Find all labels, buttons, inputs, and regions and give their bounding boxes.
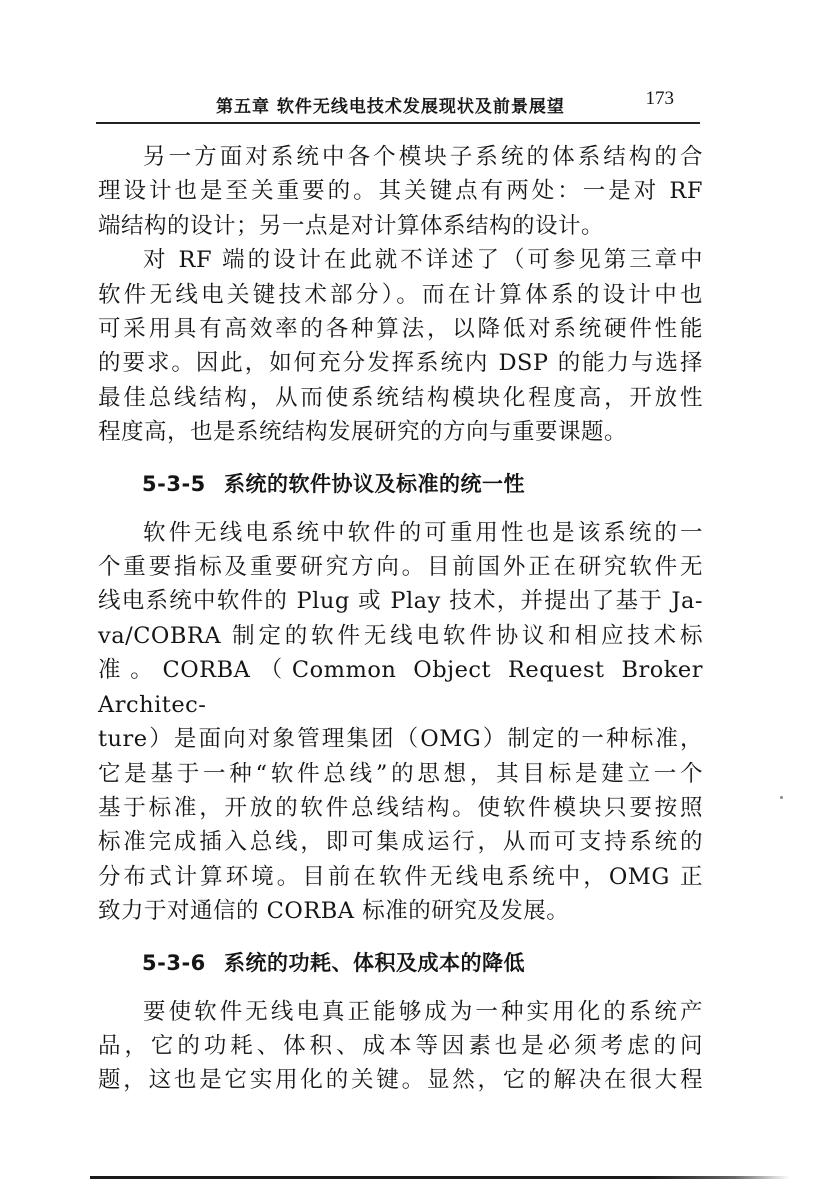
scan-speck: [780, 796, 783, 799]
paragraph-3-line: 个重要指标及重要研究方向。目前国外正在研究软件无: [98, 554, 703, 581]
paragraph-3-line: 基于标准，开放的软件总线结构。使软件模块只要按照: [98, 794, 703, 821]
page-number: 173: [645, 88, 674, 109]
section-title: 系统的功耗、体积及成本的降低: [224, 950, 525, 975]
paragraph-3-line: 准。CORBA（Common Object Request Broker Architec-: [98, 657, 703, 718]
paragraph-2-line: 对 RF 端的设计在此就不详述了（可参见第三章中: [143, 247, 703, 274]
paragraph-4-line: 品，它的功耗、体积、成本等因素也是必须考虑的问: [98, 1032, 703, 1059]
header-rule: [96, 122, 700, 124]
section-heading-5-3-6: [98, 946, 703, 980]
paragraph-3-line: 软件无线电系统中软件的可重用性也是该系统的一: [143, 519, 703, 546]
paragraph-2-line: 可采用具有高效率的各种算法，以降低对系统硬件性能: [98, 316, 703, 343]
section-number: 5-3-6: [142, 950, 206, 975]
paragraph-2-line: 的要求。因此，如何充分发挥系统内 DSP 的能力与选择: [98, 350, 703, 377]
section-title: 系统的软件协议及标准的统一性: [224, 471, 525, 496]
chapter-title: 第五章 软件无线电技术发展现状及前景展望: [216, 97, 565, 117]
paragraph-1-line: 理设计也是至关重要的。其关键点有两处：一是对 RF: [98, 178, 703, 205]
paragraph-3-line: ture）是面向对象管理集团（OMG）制定的一种标准，: [98, 726, 703, 753]
paragraph-3-line: 它是基于一种“软件总线”的思想，其目标是建立一个: [98, 760, 703, 787]
paragraph-3-line: 标准完成插入总线，即可集成运行，从而可支持系统的: [98, 829, 703, 856]
section-number: 5-3-5: [142, 471, 206, 496]
paragraph-1-line: 端结构的设计；另一点是对计算体系结构的设计。: [98, 212, 605, 239]
paragraph-3-line: va/COBRA 制定的软件无线电软件协议和相应技术标: [98, 622, 703, 649]
paragraph-2-line: 软件无线电关键技术部分）。而在计算体系的设计中也: [98, 281, 703, 308]
section-heading-5-3-5: [98, 467, 703, 501]
paragraph-2-line: 最佳总线结构，从而使系统结构模块化程度高，开放性: [98, 384, 703, 411]
paragraph-3-line: 线电系统中软件的 Plug 或 Play 技术，并提出了基于 Ja-: [98, 588, 703, 615]
paragraph-4-line: 题，这也是它实用化的关键。显然，它的解决在很大程: [98, 1067, 703, 1094]
paragraph-3-line: 分布式计算环境。目前在软件无线电系统中，OMG 正: [98, 863, 703, 890]
running-header: [96, 88, 696, 122]
paragraph-3-line: 致力于对通信的 CORBA 标准的研究及发展。: [98, 898, 570, 925]
paragraph-2-line: 程度高，也是系统结构发展研究的方向与重要课题。: [98, 419, 628, 446]
body-text: [98, 140, 703, 1098]
paragraph-4-line: 要使软件无线电真正能够成为一种实用化的系统产: [143, 998, 703, 1025]
paragraph-1-line: 另一方面对系统中各个模块子系统的体系结构的合: [143, 144, 703, 170]
footer-rule: [90, 1176, 790, 1179]
